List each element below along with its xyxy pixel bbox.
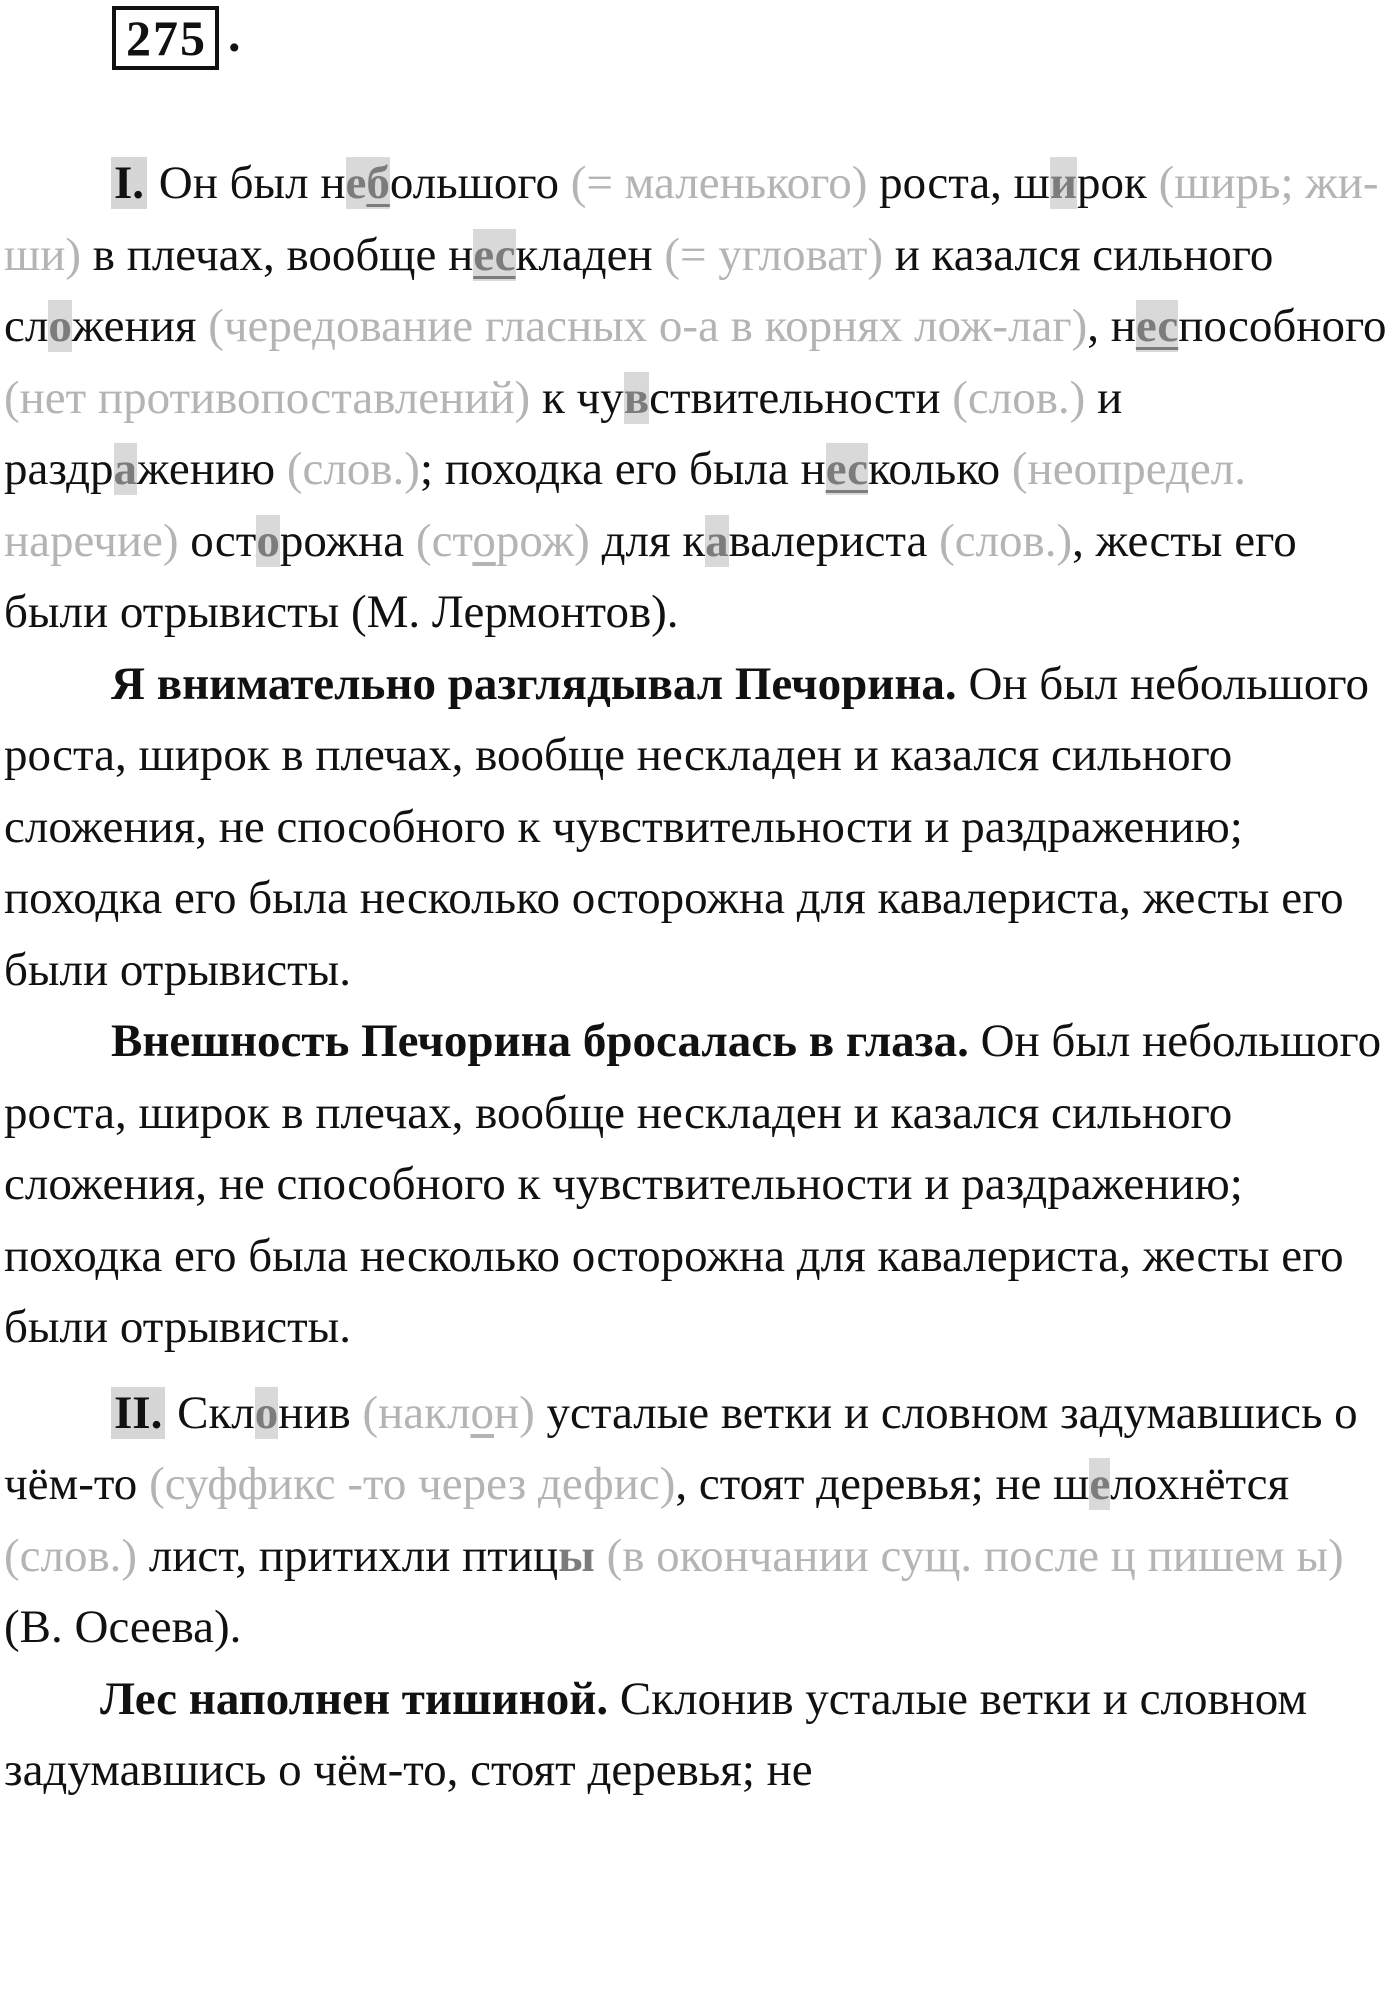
text-segment: , жесты его были отрывисты (М. Лермонтов). (4, 514, 1297, 638)
text-segment: кладен (515, 228, 665, 281)
highlighted-letter: а (113, 443, 137, 495)
highlighted-letter: ес (825, 443, 868, 495)
part2-variant-1-intro-sentence: Лес наполнен тишиной. (100, 1672, 609, 1725)
explanation-note: (суффикс -то через дефис) (149, 1458, 676, 1510)
explanation-note: (= угловат) (664, 228, 884, 281)
highlighted-letter: в (623, 371, 650, 424)
part2-variant-1-text: Склонив усталые ветки и словном задумавшись о чём-то, стоят деревья; не (4, 1672, 1308, 1796)
text-segment: жению (137, 443, 287, 495)
text-segment: рожна (279, 514, 416, 567)
text-segment: роста, ш (867, 157, 1050, 209)
text-segment: и раздр (4, 371, 1123, 495)
text-segment: (В. Осеева). (4, 1601, 242, 1653)
text-segment: ольшого (389, 157, 571, 209)
text-segment: нив (278, 1386, 363, 1439)
text-segment: лист, притихли птиц (137, 1529, 559, 1582)
text-segment: жения (71, 300, 209, 352)
text-segment: лохнётся (1110, 1458, 1290, 1510)
part2-variant-1 (4, 1664, 1396, 1807)
highlighted-letter: б (366, 157, 390, 209)
text-segment: и казался сильного сл (4, 228, 1274, 352)
highlighted-letter: ы (558, 1529, 595, 1582)
explanation-note: (слов.) (952, 371, 1086, 424)
highlighted-letter: е (345, 157, 367, 209)
explanation-note: (неопредел. наречие) (4, 443, 1246, 567)
highlighted-letter: е (1089, 1458, 1111, 1510)
exercise-number-dot: . (228, 6, 241, 62)
text-segment: Скл (165, 1386, 255, 1439)
highlighted-letter: о (254, 1386, 279, 1439)
part1-variant-1 (4, 649, 1396, 1007)
explanation-note: (= маленького) (570, 157, 868, 209)
text-segment: усталые ветки и словном задумавшись о чём-то (4, 1386, 1358, 1510)
variant-2-text: Он был небольшого роста, широк в плечах, вообще нескладен и казался сильного сложения, не способного к чувствительности и раздражению; походка его была несколько осторожна для кавалериста, жесты его были отрывисты. (4, 1015, 1382, 1353)
text-segment: в плечах, вообще н (81, 228, 474, 281)
variant-1-intro-sentence: Я внимательно разглядывал Печорина. (111, 657, 957, 710)
explanation-note-letter: о (472, 514, 496, 567)
text-segment: ствительности (649, 371, 953, 424)
explanation-note: рож) (495, 514, 590, 567)
explanation-note: (чередование гласных о-а в корнях лож-лаг) (208, 300, 1088, 352)
explanation-note: (нет противопоставлений) (4, 371, 531, 424)
text-segment: для к (589, 514, 706, 567)
text-segment: пособного (1178, 300, 1387, 352)
text-segment: , стоят деревья; не ш (675, 1458, 1090, 1510)
explanation-note: (накл (362, 1386, 471, 1439)
explanation-note: (слов.) (4, 1529, 138, 1582)
explanation-note: (ширь; жи-ши) (4, 157, 1379, 281)
text-segment: ; походка его была н (419, 443, 826, 495)
part1-variant-2 (4, 1006, 1396, 1364)
variant-1-text: Он был небольшого роста, широк в плечах, вообще нескладен и казался сильного сложения, не способного к чувствительности и раздражению; походка его была несколько осторожна для кавалериста, жесты его были отрывисты. (4, 657, 1369, 996)
text-segment: рок (1076, 157, 1159, 209)
explanation-note-letter: о (470, 1386, 494, 1439)
text-segment: Он был н (147, 157, 346, 209)
text-segment (595, 1530, 607, 1582)
highlighted-letter: а (705, 514, 729, 567)
part1-annotated-paragraph (4, 148, 1396, 649)
highlighted-letter: ес (1135, 300, 1179, 352)
highlighted-letter: о (48, 300, 72, 352)
explanation-note: н) (493, 1386, 535, 1439)
highlighted-letter: ес (473, 228, 516, 281)
exercise-number (112, 6, 219, 70)
explanation-note: (слов.) (939, 514, 1073, 567)
text-segment: валериста (728, 514, 940, 567)
variant-2-intro-sentence: Внешность Печорина бросалась в глаза. (111, 1015, 969, 1067)
exercise-body (4, 148, 1396, 1807)
part1-roman-label: I. (111, 157, 147, 209)
part2-roman-label: II. (111, 1387, 165, 1439)
explanation-note: (в окончании сущ. после ц пишем ы) (606, 1529, 1344, 1582)
text-segment: к чу (530, 371, 624, 424)
exercise-number-text: 275 (126, 10, 207, 66)
highlighted-letter: и (1049, 157, 1077, 209)
text-segment: ост (178, 514, 257, 567)
explanation-note: (слов.) (286, 443, 420, 495)
part2-annotated-paragraph (4, 1378, 1396, 1664)
highlighted-letter: о (256, 514, 280, 567)
text-segment: , н (1087, 300, 1136, 352)
explanation-note: (ст (415, 514, 473, 567)
text-segment: колько (867, 443, 1012, 495)
